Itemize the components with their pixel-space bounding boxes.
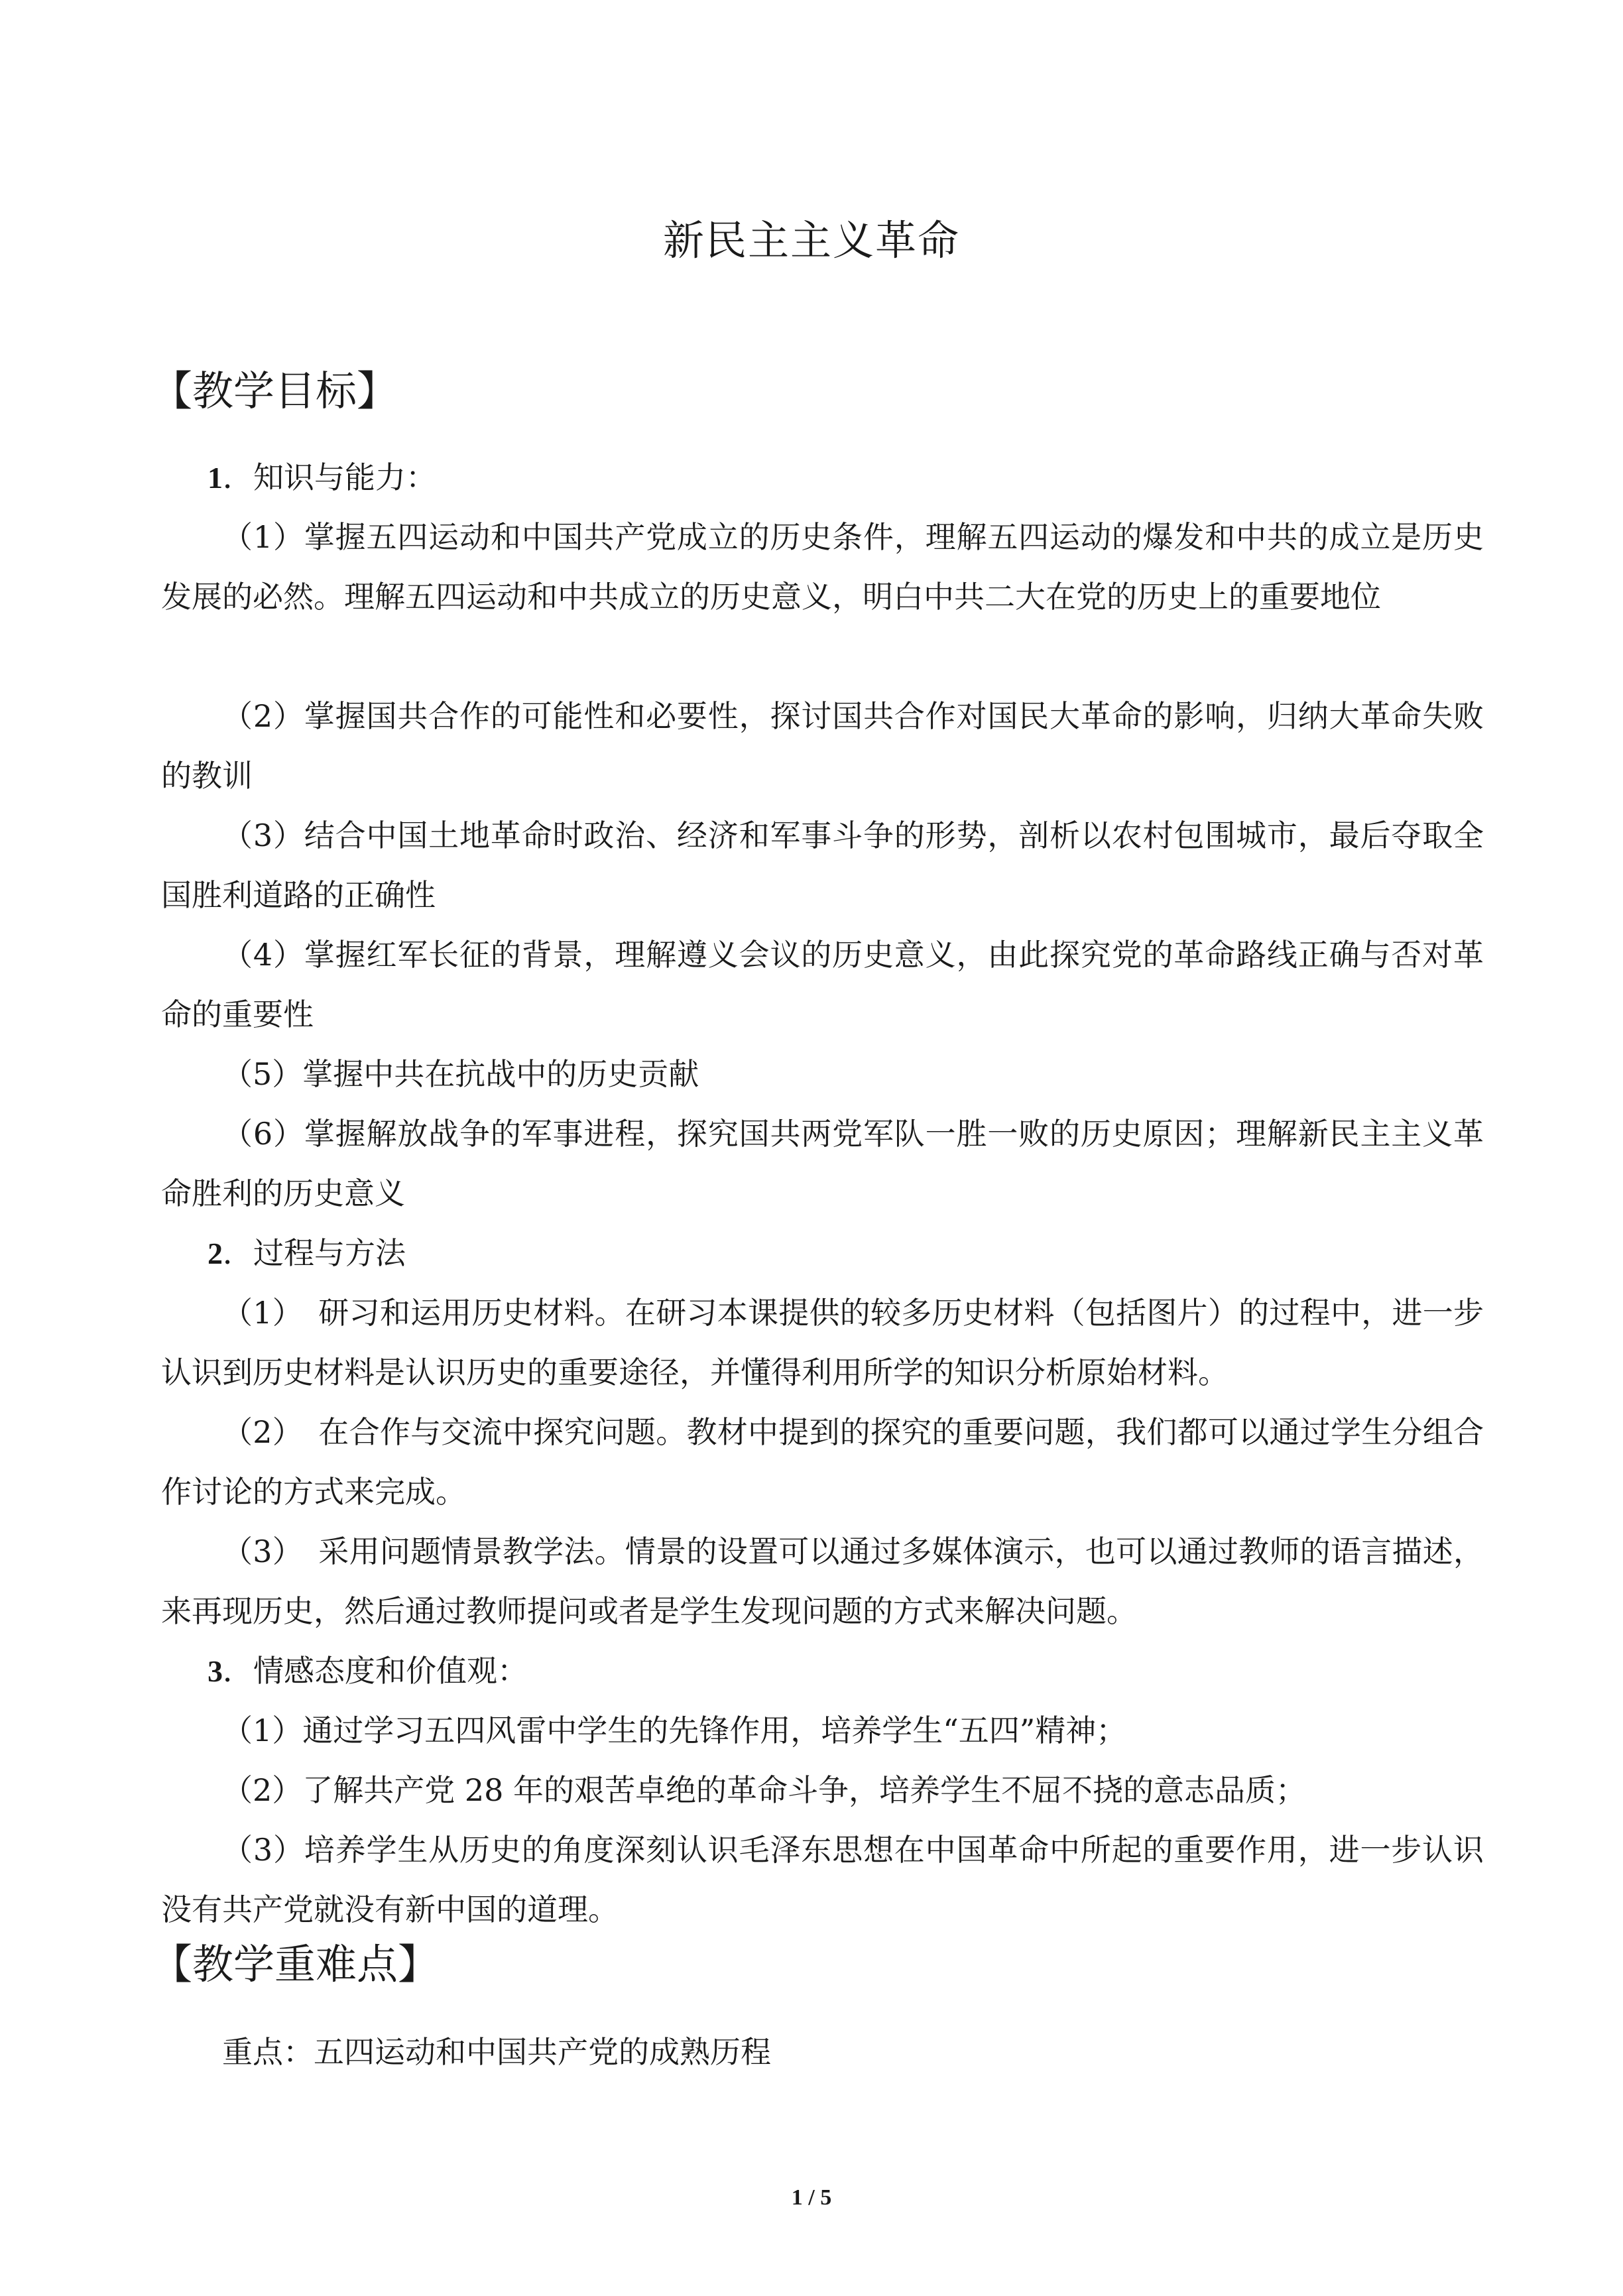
section-heading-key-points: 【教学重难点】 <box>151 1940 440 1988</box>
objective-knowledge-4: （4）掌握红军长征的背景，理解遵义会议的历史意义，由此探究党的革命路线正确与否对革命的重要性 <box>161 937 1484 1032</box>
objective-knowledge-3: （3）结合中国土地革命时政治、经济和军事斗争的形势，剖析以农村包围城市，最后夺取全国胜利道路的正确性 <box>161 817 1484 913</box>
subheading-knowledge <box>161 448 1484 508</box>
objective-process-3: （3） 采用问题情景教学法。情景的设置可以通过多媒体演示，也可以通过教师的语言描述，来再现历史，然后通过教师提问或者是学生发现问题的方式来解决问题。 <box>161 1534 1484 1629</box>
section-heading-objectives: 【教学目标】 <box>151 367 398 415</box>
key-point-text: 重点：五四运动和中国共产党的成熟历程 <box>222 2034 771 2070</box>
page-number: 1 / 5 <box>791 2185 832 2210</box>
subheading-number: 1 <box>208 461 223 495</box>
subheading-process <box>161 1223 1484 1284</box>
page-title: 新民主主义革命 <box>662 216 960 265</box>
subheading-number: 2 <box>208 1237 223 1270</box>
subheading-label: ．过程与方法 <box>223 1235 406 1271</box>
objective-emotion-2: （2）了解共产党 28 年的艰苦卓绝的革命斗争，培养学生不屈不挠的意志品质； <box>222 1772 1307 1808</box>
subheading-emotion <box>161 1641 1484 1701</box>
objective-knowledge-1: （1）掌握五四运动和中国共产党成立的历史条件，理解五四运动的爆发和中共的成立是历史发展的必然。理解五四运动和中共成立的历史意义，明白中共二大在党的历史上的重要地位 <box>161 519 1484 615</box>
objective-knowledge-2: （2）掌握国共合作的可能性和必要性，探讨国共合作对国民大革命的影响，归纳大革命失败的教训 <box>161 698 1484 794</box>
objective-knowledge-6: （6）掌握解放战争的军事进程，探究国共两党军队一胜一败的历史原因；理解新民主主义革命胜利的历史意义 <box>161 1116 1484 1211</box>
subheading-label: ．情感态度和价值观： <box>223 1653 528 1689</box>
objective-process-1: （1） 研习和运用历史材料。在研习本课提供的较多历史材料（包括图片）的过程中，进一步认识到历史材料是认识历史的重要途径，并懂得利用所学的知识分析原始材料。 <box>161 1295 1484 1390</box>
subheading-number: 3 <box>208 1654 223 1688</box>
objective-knowledge-5: （5）掌握中共在抗战中的历史贡献 <box>222 1056 699 1092</box>
objective-process-2: （2） 在合作与交流中探究问题。教材中提到的探究的重要问题，我们都可以通过学生分组合作讨论的方式来完成。 <box>161 1414 1484 1510</box>
objective-emotion-1: （1）通过学习五四风雷中学生的先锋作用，培养学生“五四”精神； <box>222 1713 1127 1748</box>
objective-emotion-3: （3）培养学生从历史的角度深刻认识毛泽东思想在中国革命中所起的重要作用，进一步认识没有共产党就没有新中国的道理。 <box>161 1832 1484 1927</box>
subheading-label: ．知识与能力： <box>223 459 436 495</box>
